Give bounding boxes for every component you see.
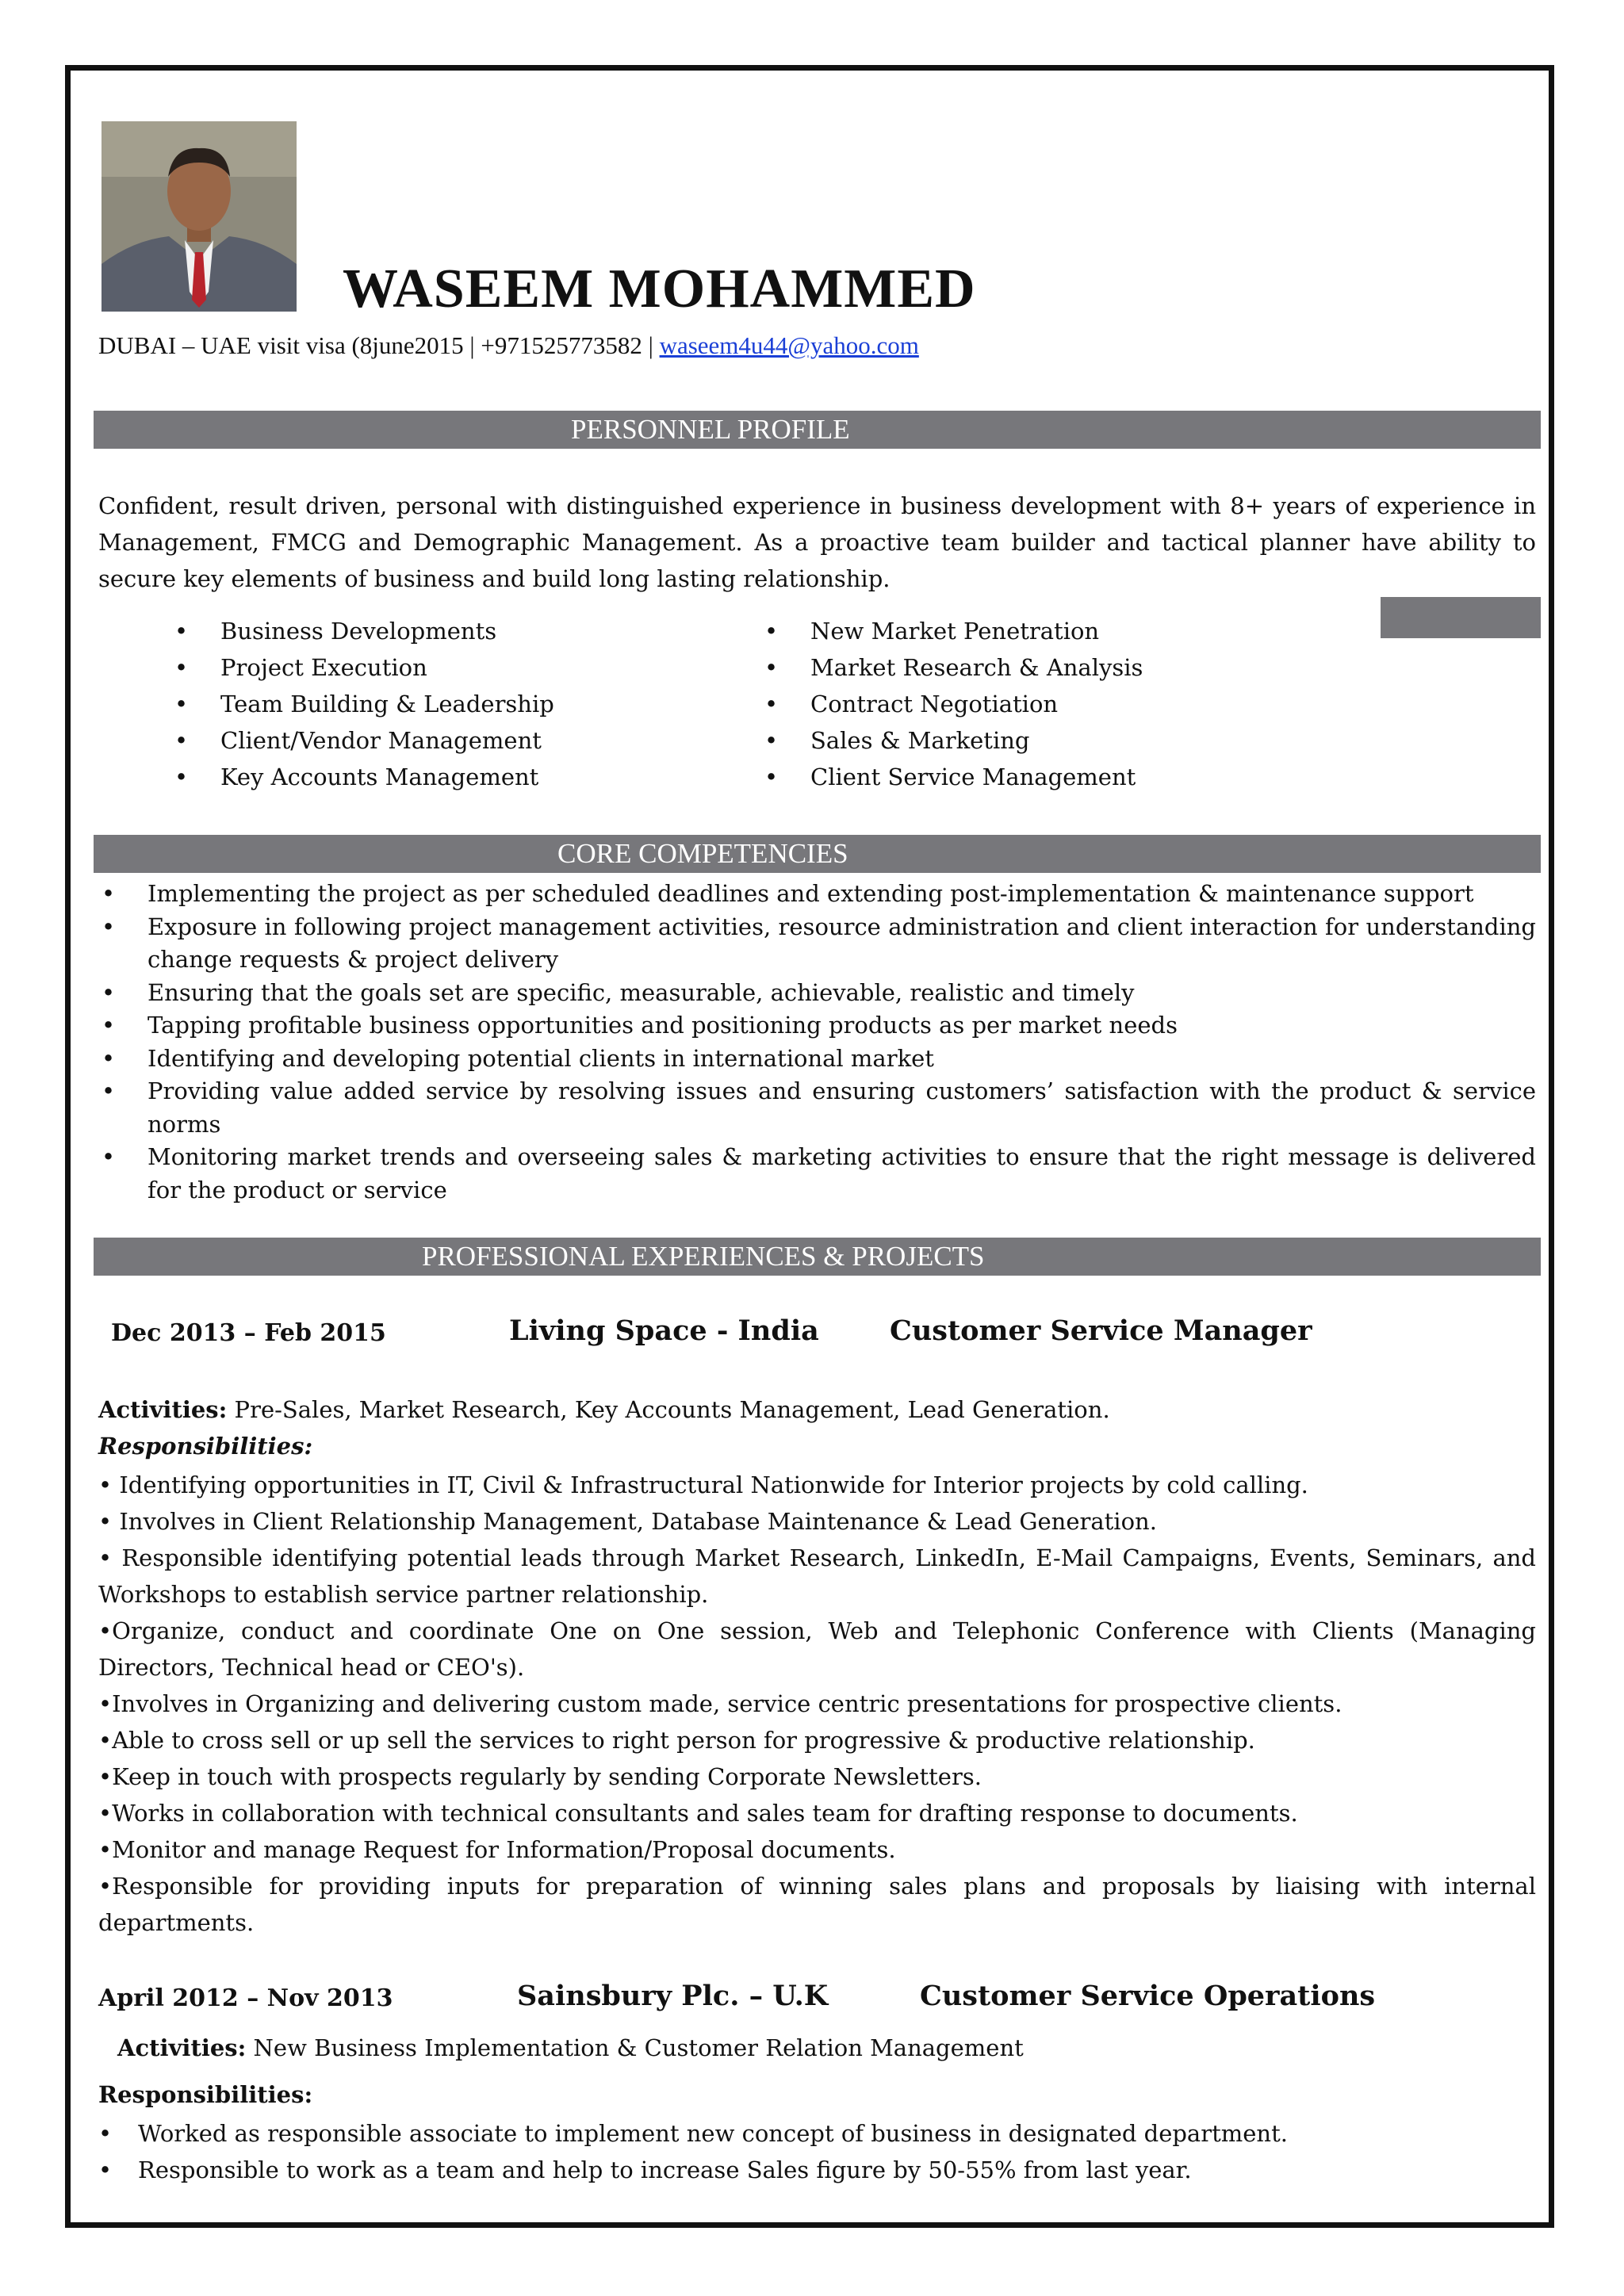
list-item: • Responsible identifying potential leads through Market Research, LinkedIn, E-Mail Campaigns, Events, Seminars, and Workshops to establish service partner relationship. <box>98 1544 1536 1608</box>
profile-photo <box>102 121 297 312</box>
job2-company: Sainsbury Plc. – U.K <box>517 1980 829 2012</box>
list-item: • Identifying and developing potential clients in international market <box>98 1043 1536 1076</box>
list-item: •Organize, conduct and coordinate One on One session, Web and Telephonic Conference with Clients (Managing Directors, Technical head or CEO's). <box>98 1617 1536 1681</box>
list-item: • Contract Negotiation <box>764 686 1143 722</box>
list-item: •Able to cross sell or up sell the services to right person for progressive & productive relationship. <box>98 1727 1255 1754</box>
responsibilities-label: Responsibilities: <box>98 1433 313 1460</box>
candidate-name: WASEEM MOHAMMED <box>343 258 976 320</box>
list-item: • Providing value added service by resolving issues and ensuring customers’ satisfaction with the product & service norms <box>98 1075 1536 1141</box>
job2-dates: April 2012 – Nov 2013 <box>98 1984 393 2012</box>
list-item: • Ensuring that the goals set are specific, measurable, achievable, realistic and timely <box>98 977 1536 1010</box>
job2-title: Customer Service Operations <box>920 1980 1376 2012</box>
job1-responsibilities-label <box>98 1428 1536 1464</box>
list-item: •Responsible for providing inputs for preparation of winning sales plans and proposals by liaising with internal departments. <box>98 1873 1536 1936</box>
list-item: • Involves in Client Relationship Management, Database Maintenance & Lead Generation. <box>98 1508 1157 1535</box>
job1-dates: Dec 2013 – Feb 2015 <box>111 1319 386 1347</box>
list-item: • Team Building & Leadership <box>174 686 554 722</box>
email-link[interactable]: waseem4u44@yahoo.com <box>659 331 919 359</box>
list-item: • Tapping profitable business opportunities and positioning products as per market needs <box>98 1009 1536 1043</box>
job1-company: Living Space - India <box>509 1314 819 1347</box>
list-item: • Sales & Marketing <box>764 722 1143 759</box>
list-item: • Market Research & Analysis <box>764 649 1143 686</box>
list-item: • Project Execution <box>174 649 554 686</box>
section-header-competencies <box>94 835 1541 873</box>
list-item: •Keep in touch with prospects regularly by sending Corporate Newsletters. <box>98 1763 982 1790</box>
job1-title: Customer Service Manager <box>890 1314 1312 1347</box>
list-item: • Worked as responsible associate to implement new concept of business in designated department. <box>98 2115 1288 2152</box>
contact-line <box>98 331 919 360</box>
profile-summary: Confident, result driven, personal with distinguished experience in business development with 8+ years of experience in Management, FMCG and Demographic Management. As a proactive team builder and tactical planner have ability to secure key elements of business and build long lasting relationship. <box>98 492 1536 592</box>
competencies-list <box>98 878 1536 1207</box>
contact-details: DUBAI – UAE visit visa (8june2015 | +971525773582 | <box>98 331 660 359</box>
list-item: •Monitor and manage Request for Information/Proposal documents. <box>98 1836 896 1863</box>
list-item: • Identifying opportunities in IT, Civil & Infrastructural Nationwide for Interior projects by cold calling. <box>98 1471 1308 1498</box>
job2-activities <box>117 2034 1024 2061</box>
list-item: • Monitoring market trends and overseeing sales & marketing activities to ensure that the right message is delivered for the product or service <box>98 1141 1536 1207</box>
section-title-competencies: CORE COMPETENCIES <box>557 838 848 869</box>
section-header-profile <box>94 411 1541 449</box>
job1-activities <box>98 1391 1536 1428</box>
list-item: • Exposure in following project management activities, resource administration and client interaction for understanding change requests & project delivery <box>98 911 1536 977</box>
list-item: • Client/Vendor Management <box>174 722 554 759</box>
grey-block <box>1381 597 1541 638</box>
list-item: • New Market Penetration <box>764 613 1143 649</box>
section-title-profile: PERSONNEL PROFILE <box>571 414 850 445</box>
skills-list-left <box>174 613 554 795</box>
list-item: • Key Accounts Management <box>174 759 554 795</box>
activities-label: Activities: <box>98 1396 228 1423</box>
job2-responsibilities-list <box>98 2115 1288 2188</box>
list-item: • Implementing the project as per scheduled deadlines and extending post-implementation & maintenance support <box>98 878 1536 911</box>
activities-text: Pre-Sales, Market Research, Key Accounts Management, Lead Generation. <box>227 1396 1110 1423</box>
section-header-experience <box>94 1238 1541 1276</box>
job1-responsibilities-list <box>98 1467 1536 1941</box>
list-item: •Involves in Organizing and delivering custom made, service centric presentations for prospective clients. <box>98 1690 1342 1717</box>
list-item: • Business Developments <box>174 613 554 649</box>
list-item: •Works in collaboration with technical consultants and sales team for drafting response to documents. <box>98 1800 1298 1827</box>
section-title-experience: PROFESSIONAL EXPERIENCES & PROJECTS <box>422 1241 985 1272</box>
activities-label: Activities: <box>117 2034 247 2061</box>
list-item: • Responsible to work as a team and help to increase Sales figure by 50-55% from last year. <box>98 2152 1288 2188</box>
skills-list-right <box>764 613 1143 795</box>
activities-text: New Business Implementation & Customer Relation Management <box>246 2034 1024 2061</box>
job2-responsibilities-label <box>98 2081 312 2108</box>
responsibilities-label: Responsibilities: <box>98 2081 313 2108</box>
list-item: • Client Service Management <box>764 759 1143 795</box>
